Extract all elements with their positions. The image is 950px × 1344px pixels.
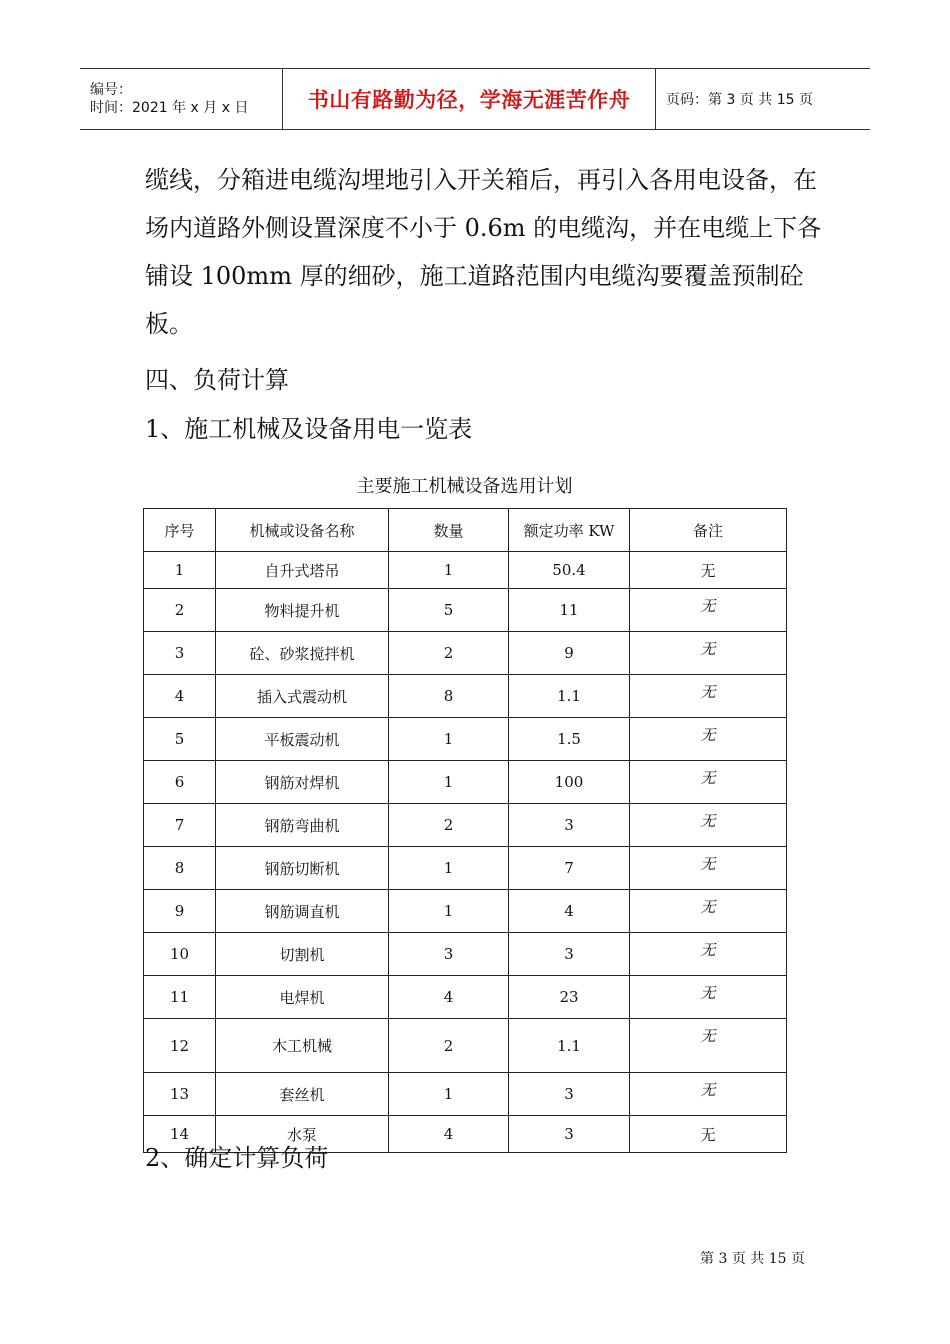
rated-power: 23 [509,976,630,1019]
page-header [80,68,870,130]
rated-power: 1.1 [509,675,630,718]
table-row [144,890,787,933]
quantity: 1 [389,890,509,933]
table-row [144,933,787,976]
table-row [144,552,787,589]
header-meta [80,69,282,129]
body-paragraph: 缆线，分箱进电缆沟埋地引入开关箱后，再引入各用电设备，在场内道路外侧设置深度不小于 0.6m 的电缆沟，并在电缆上下各铺设 100mm 厚的细砂，施工道路范围内电缆沟要覆盖预制砼板。 [145,166,822,338]
quantity: 4 [389,976,509,1019]
rated-power: 4 [509,890,630,933]
remark: 无 [630,552,787,589]
table-row [144,632,787,675]
remark: 无 [630,1073,787,1116]
equipment-name: 电焊机 [216,976,389,1019]
quantity: 1 [389,552,509,589]
quantity: 1 [389,1073,509,1116]
rated-power: 9 [509,632,630,675]
remark: 无 [630,847,787,890]
row-index: 8 [144,847,216,890]
table-header-row [144,509,787,552]
remark: 无 [630,804,787,847]
rated-power: 3 [509,933,630,976]
quantity: 8 [389,675,509,718]
row-index: 3 [144,632,216,675]
rated-power: 7 [509,847,630,890]
table-row [144,675,787,718]
equipment-table [143,508,787,1153]
remark: 无 [630,718,787,761]
remark: 无 [630,1116,787,1153]
quantity: 2 [389,632,509,675]
table-row [144,847,787,890]
table-row [144,1019,787,1073]
quantity: 5 [389,589,509,632]
equipment-name: 钢筋弯曲机 [216,804,389,847]
row-index: 1 [144,552,216,589]
rated-power: 50.4 [509,552,630,589]
remark: 无 [630,632,787,675]
rated-power: 11 [509,589,630,632]
equipment-name: 钢筋切断机 [216,847,389,890]
row-index: 6 [144,761,216,804]
row-index: 9 [144,890,216,933]
table-row [144,976,787,1019]
table-row [144,761,787,804]
quantity: 1 [389,761,509,804]
equipment-name: 砼、砂浆搅拌机 [216,632,389,675]
column-header: 额定功率 KW [509,509,630,552]
table-row [144,804,787,847]
rated-power: 3 [509,1116,630,1153]
table-body [144,552,787,1153]
quantity: 3 [389,933,509,976]
row-index: 14 [144,1116,216,1153]
equipment-name: 平板震动机 [216,718,389,761]
equipment-name: 自升式塔吊 [216,552,389,589]
row-index: 4 [144,675,216,718]
table-row [144,718,787,761]
equipment-name: 钢筋调直机 [216,890,389,933]
column-header: 备注 [630,509,787,552]
table-row [144,1073,787,1116]
header-time-label: 时间：2021 年 x 月 x 日 [90,100,249,116]
rated-power: 1.5 [509,718,630,761]
column-header: 数量 [389,509,509,552]
section-heading-load-calc: 四、负荷计算 [145,366,289,394]
quantity: 2 [389,804,509,847]
equipment-name: 套丝机 [216,1073,389,1116]
row-index: 5 [144,718,216,761]
remark: 无 [630,1019,787,1073]
equipment-name: 物料提升机 [216,589,389,632]
row-index: 7 [144,804,216,847]
quantity: 1 [389,847,509,890]
equipment-name: 水泵 [216,1116,389,1153]
remark: 无 [630,761,787,804]
quantity: 4 [389,1116,509,1153]
table-row [144,589,787,632]
row-index: 11 [144,976,216,1019]
subsection-heading-equipment-list: 1、施工机械及设备用电一览表 [145,415,473,443]
rated-power: 3 [509,804,630,847]
quantity: 2 [389,1019,509,1073]
row-index: 13 [144,1073,216,1116]
column-header: 机械或设备名称 [216,509,389,552]
remark: 无 [630,976,787,1019]
quantity: 1 [389,718,509,761]
rated-power: 100 [509,761,630,804]
table-caption: 主要施工机械设备选用计划 [356,476,573,497]
row-index: 10 [144,933,216,976]
equipment-name: 插入式震动机 [216,675,389,718]
equipment-name: 切割机 [216,933,389,976]
remark: 无 [630,675,787,718]
header-number-label: 编号： [90,82,132,98]
equipment-name: 木工机械 [216,1019,389,1073]
rated-power: 3 [509,1073,630,1116]
column-header: 序号 [144,509,216,552]
header-motto: 书山有路勤为径，学海无涯苦作舟 [282,69,656,129]
equipment-name: 钢筋对焊机 [216,761,389,804]
row-index: 12 [144,1019,216,1073]
remark: 无 [630,890,787,933]
rated-power: 1.1 [509,1019,630,1073]
remark: 无 [630,933,787,976]
remark: 无 [630,589,787,632]
page-footer: 第 3 页 共 15 页 [700,1251,805,1267]
row-index: 2 [144,589,216,632]
header-page-info: 页码：第 3 页 共 15 页 [666,92,813,108]
subsection-heading-calc-load: 2、确定计算负荷 [145,1144,329,1172]
